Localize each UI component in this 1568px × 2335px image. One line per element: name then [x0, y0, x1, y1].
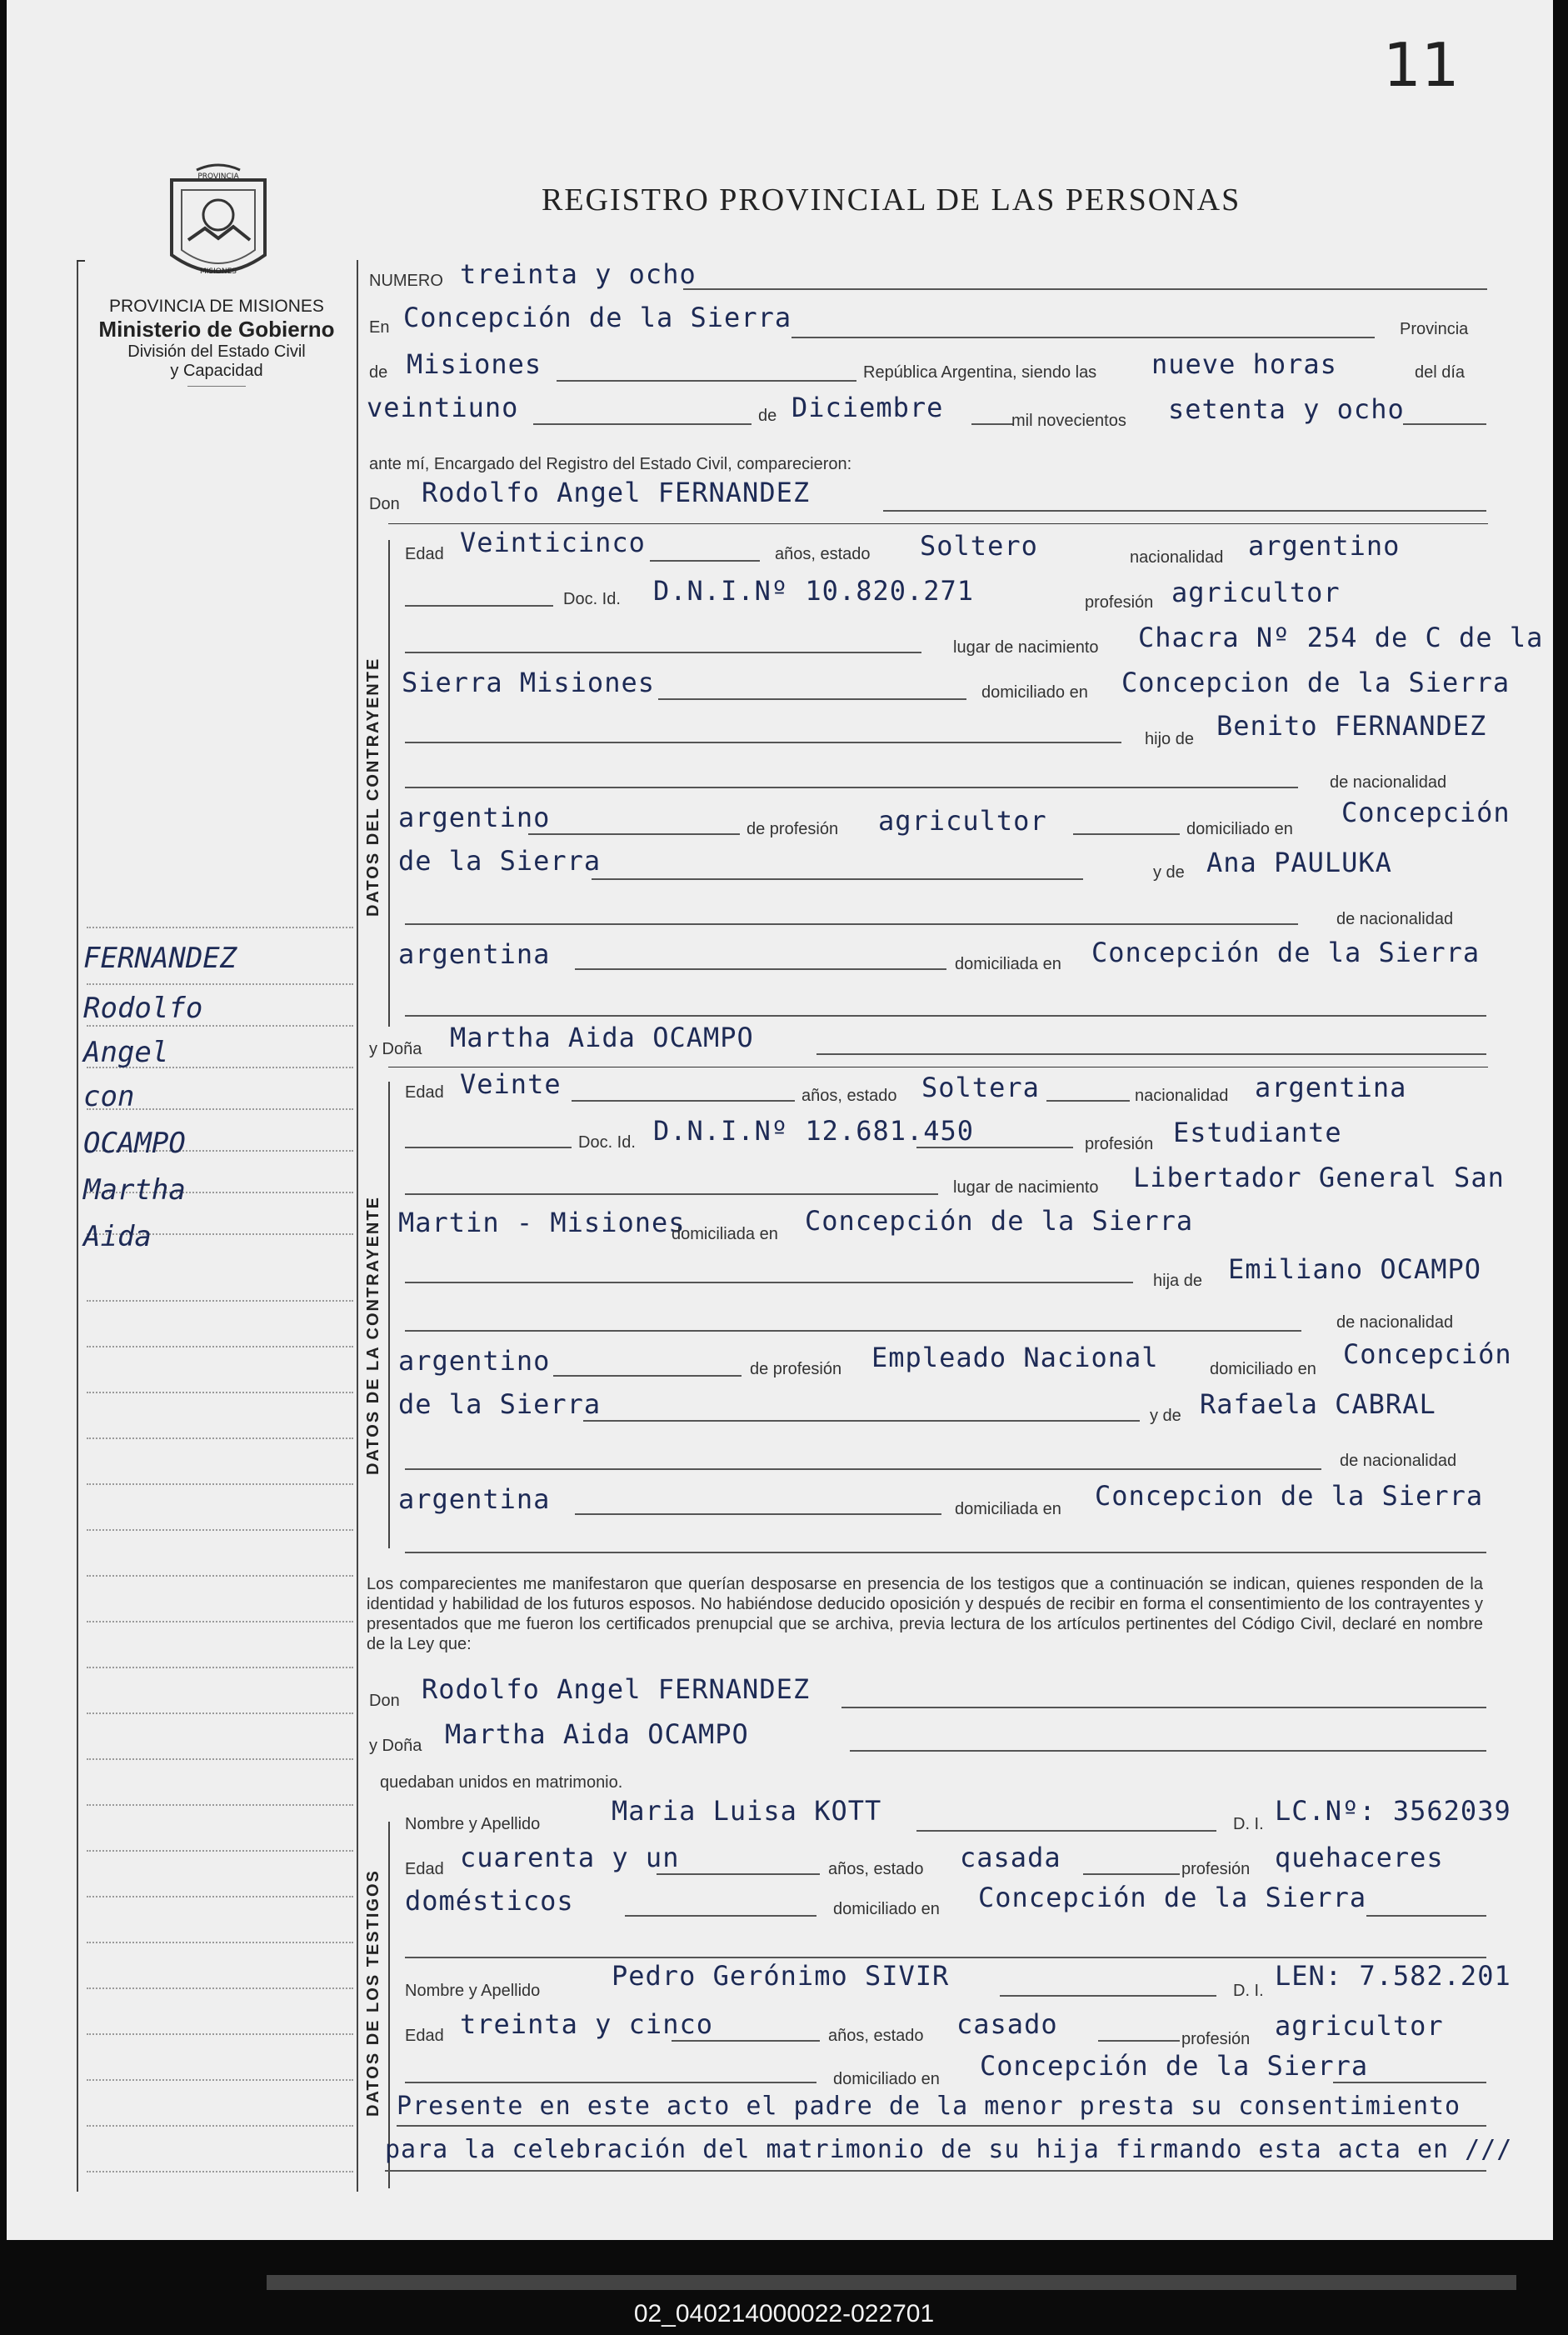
- anos-estado-label: años, estado: [828, 1860, 924, 1878]
- bride-profesion: Estudiante: [1173, 1117, 1342, 1148]
- division-line2: y Capacidad: [170, 362, 263, 380]
- fill-line: [533, 423, 752, 425]
- division-line1: División del Estado Civil: [127, 342, 306, 361]
- groom-father-dom-2: de la Sierra: [398, 845, 602, 877]
- fill-line: [405, 1147, 572, 1148]
- fill-line: [971, 423, 1013, 425]
- fill-line: [405, 605, 553, 607]
- en-value: Concepción de la Sierra: [403, 302, 792, 333]
- fill-line: [405, 1282, 1133, 1283]
- witness1-estado: casada: [960, 1842, 1061, 1873]
- edad-label: Edad: [405, 1083, 444, 1102]
- y-dona-label: y Doña: [369, 1737, 422, 1755]
- margin-rule: [87, 927, 353, 928]
- margin-note-line: Angel: [83, 1036, 169, 1069]
- margin-rule: [87, 1942, 353, 1943]
- republica-label: República Argentina, siendo las: [863, 363, 1097, 382]
- groom-profesion: agricultor: [1171, 577, 1341, 608]
- rule: [388, 1067, 1488, 1068]
- fill-line: [405, 1468, 1321, 1470]
- fill-line: [916, 1147, 1073, 1148]
- y-de-label: y de: [1153, 863, 1185, 882]
- margin-rule: [87, 1575, 353, 1577]
- de2-label: de: [758, 407, 777, 425]
- bride-section-border: [388, 1082, 390, 1548]
- hija-de-label: hija de: [1153, 1272, 1202, 1290]
- fill-line: [1333, 2082, 1486, 2083]
- bride-edad: Veinte: [460, 1068, 562, 1100]
- de-label: de: [369, 363, 388, 382]
- groom-mother-dom: Concepción de la Sierra: [1091, 937, 1481, 968]
- margin-rule: [87, 1346, 353, 1348]
- quedaban-unidos-text: quedaban unidos en matrimonio.: [380, 1773, 623, 1792]
- witness2-estado: casado: [956, 2008, 1058, 2040]
- doc-label: Doc. Id.: [578, 1133, 636, 1152]
- fill-line: [405, 2082, 816, 2083]
- union-don: Rodolfo Angel FERNANDEZ: [422, 1673, 811, 1705]
- groom-lugar-nac-1: Chacra Nº 254 de C de la: [1138, 622, 1544, 653]
- fill-line: [405, 1193, 938, 1195]
- lugar-nac-label: lugar de nacimiento: [953, 638, 1099, 657]
- seal-bottom-text: MISIONES: [199, 268, 237, 276]
- witness1-domicilio: Concepción de la Sierra: [978, 1882, 1367, 1913]
- mil-novecientos-label: mil novecientos: [1011, 412, 1126, 430]
- margin-rule: [87, 1988, 353, 1989]
- fill-line: [1046, 1100, 1130, 1102]
- bride-domicilio: Concepción de la Sierra: [805, 1205, 1194, 1237]
- margin-rule: [87, 1804, 353, 1806]
- di-label: D. I.: [1233, 1815, 1264, 1833]
- margin-note-line: Rodolfo: [83, 992, 203, 1025]
- note-line-2: para la celebración del matrimonio de su hija firmando esta acta en ///: [385, 2135, 1513, 2164]
- margin-rule: [87, 1300, 353, 1302]
- anos-estado-label: años, estado: [775, 545, 871, 563]
- numero-label: NUMERO: [369, 272, 443, 290]
- fill-line: [575, 968, 946, 970]
- witness1-profesion-2: domésticos: [405, 1885, 574, 1917]
- bride-father-dom-1: Concepción: [1343, 1338, 1512, 1370]
- bride-doc: D.N.I.Nº 12.681.450: [653, 1115, 975, 1147]
- groom-section-border: [388, 540, 390, 1027]
- fill-line: [405, 1330, 1301, 1332]
- province-seal-icon: [163, 163, 273, 288]
- y-de-label: y de: [1150, 1407, 1181, 1425]
- bride-lugar-nac-1: Libertador General San: [1133, 1162, 1505, 1193]
- fill-line: [405, 923, 1298, 925]
- groom-estado: Soltero: [920, 530, 1038, 562]
- fill-line: [816, 1053, 1486, 1055]
- margin-rule: [87, 1483, 353, 1485]
- fill-line: [405, 652, 921, 653]
- numero-value: treinta y ocho: [460, 258, 697, 290]
- margin-rule: [87, 1712, 353, 1714]
- nacionalidad-label: nacionalidad: [1130, 548, 1224, 567]
- bride-father-nac: argentino: [398, 1345, 551, 1377]
- margin-rule: [87, 1850, 353, 1852]
- witness2-edad: treinta y cinco: [460, 2008, 713, 2040]
- union-dona: Martha Aida OCAMPO: [445, 1718, 749, 1750]
- scan-edge: [267, 2275, 1516, 2290]
- profesion-label: profesión: [1085, 1135, 1154, 1153]
- margin-rule: [87, 2033, 353, 2035]
- fill-line: [405, 742, 1121, 743]
- groom-father-dom-1: Concepción: [1341, 797, 1511, 828]
- witness-section-border: [388, 1822, 390, 2188]
- fill-line: [405, 1957, 1486, 1958]
- seal-top-text: PROVINCIA: [197, 172, 239, 181]
- ante-mi-text: ante mí, Encargado del Registro del Estado Civil, comparecieron:: [369, 455, 852, 473]
- witness1-name: Maria Luisa KOTT: [612, 1795, 882, 1827]
- margin-note-line: Martha: [83, 1173, 186, 1207]
- profesion-label: profesión: [1181, 2030, 1251, 2048]
- don-label: Don: [369, 495, 400, 513]
- groom-father-prof: agricultor: [878, 805, 1047, 837]
- groom-father-nac: argentino: [398, 802, 551, 833]
- bride-lugar-nac-2: Martin - Misiones: [398, 1207, 686, 1238]
- note-line-1: Presente en este acto el padre de la menor presta su consentimiento: [397, 2092, 1461, 2121]
- bride-section-label: DATOS DE LA CONTRAYENTE: [364, 1196, 382, 1475]
- doc-label: Doc. Id.: [563, 590, 621, 608]
- rule: [388, 523, 1488, 524]
- declaration-paragraph: Los comparecientes me manifestaron que querían desposarse en presencia de los testigos que a continuación se indican, quienes responden de la identidad y habilidad de los futuros esposos. No habiéndose deducido oposición y después de recibir en forma el consentimiento de los contrayentes y presentados que me fueron los certificados prenupcial que se archiva, previa lectura de los artículos pertinentes del Código Civil, declaré en nombre de la Ley que:: [367, 1575, 1483, 1653]
- domiciliada-label: domiciliada en: [955, 1500, 1061, 1518]
- groom-lugar-nac-2: Sierra Misiones: [402, 667, 655, 698]
- witness1-profesion: quehaceres: [1275, 1842, 1444, 1873]
- fill-line: [592, 878, 1083, 880]
- anos-estado-label: años, estado: [801, 1087, 897, 1105]
- provincia-label: Provincia: [1400, 320, 1469, 338]
- margin-note-line: Aida: [83, 1220, 152, 1253]
- margin-rule: [87, 983, 353, 985]
- ministry-label: Ministerio de Gobierno: [98, 317, 335, 342]
- dia-value: veintiuno: [367, 392, 519, 423]
- margin-column-border: [357, 260, 358, 2192]
- fill-line: [883, 510, 1486, 512]
- fill-line: [841, 1707, 1486, 1708]
- don-label: Don: [369, 1692, 400, 1710]
- fill-line: [683, 288, 1487, 290]
- edad-label: Edad: [405, 545, 444, 563]
- bride-father-dom-2: de la Sierra: [398, 1388, 602, 1420]
- domiciliado-label: domiciliado en: [1186, 820, 1293, 838]
- fill-line: [850, 1750, 1486, 1752]
- bride-father-prof: Empleado Nacional: [871, 1342, 1159, 1373]
- nacionalidad-label: nacionalidad: [1135, 1087, 1229, 1105]
- margin-rule: [87, 1529, 353, 1531]
- domiciliado-label: domiciliado en: [833, 2070, 940, 2088]
- witness1-di: LC.Nº: 3562039: [1275, 1795, 1511, 1827]
- margin-note-line: OCAMPO: [83, 1127, 186, 1160]
- witness1-edad: cuarenta y un: [460, 1842, 680, 1873]
- fill-line: [397, 2125, 1486, 2127]
- witness2-di: LEN: 7.582.201: [1275, 1960, 1511, 1992]
- page-number: 11: [1383, 30, 1460, 100]
- groom-section-label: DATOS DEL CONTRAYENTE: [364, 657, 382, 917]
- fill-line: [658, 698, 966, 700]
- witness2-name: Pedro Gerónimo SIVIR: [612, 1960, 950, 1992]
- fill-line: [572, 1100, 795, 1102]
- witness-section-label: DATOS DE LOS TESTIGOS: [364, 1869, 382, 2117]
- de-nacionalidad-label: de nacionalidad: [1330, 773, 1447, 792]
- margin-rule: [87, 1392, 353, 1393]
- left-margin-border: [77, 260, 78, 2192]
- fill-line: [575, 1513, 941, 1515]
- domiciliada-label: domiciliada en: [672, 1225, 778, 1243]
- anos-estado-label: años, estado: [828, 2027, 924, 2045]
- de-nacionalidad-label: de nacionalidad: [1336, 910, 1454, 928]
- profesion-label: profesión: [1085, 593, 1154, 612]
- bride-mother-dom: Concepcion de la Sierra: [1095, 1480, 1484, 1512]
- fill-line: [583, 1420, 1140, 1422]
- fill-line: [557, 380, 856, 382]
- domiciliado-label: domiciliado en: [1210, 1360, 1316, 1378]
- fill-line: [405, 787, 1298, 788]
- fill-line: [1073, 833, 1180, 835]
- anio-value: setenta y ocho: [1168, 393, 1405, 425]
- groom-mother-nac: argentina: [398, 938, 551, 970]
- fill-line: [650, 560, 760, 562]
- fill-line: [625, 1915, 816, 1917]
- bride-father: Emiliano OCAMPO: [1228, 1253, 1481, 1285]
- fill-line: [791, 337, 1375, 338]
- margin-rule: [87, 2125, 353, 2127]
- fill-line: [1098, 2040, 1180, 2042]
- fill-line: [1083, 1873, 1180, 1875]
- y-dona-label: y Doña: [369, 1040, 422, 1058]
- bride-nacionalidad: argentina: [1255, 1072, 1407, 1103]
- nombre-apellido-label: Nombre y Apellido: [405, 1982, 541, 2000]
- groom-doc: D.N.I.Nº 10.820.271: [653, 575, 975, 607]
- margin-rule: [87, 1758, 353, 1760]
- witness2-profesion: agricultor: [1275, 2010, 1444, 2042]
- header-top-rule: [77, 260, 85, 262]
- fill-line: [405, 1015, 1486, 1017]
- fill-line: [657, 1873, 820, 1875]
- margin-note-line: FERNANDEZ: [83, 942, 237, 975]
- groom-mother: Ana PAULUKA: [1206, 847, 1392, 878]
- edad-label: Edad: [405, 1860, 444, 1878]
- domiciliado-label: domiciliado en: [833, 1900, 940, 1918]
- bride-name: Martha Aida OCAMPO: [450, 1022, 754, 1053]
- en-label: En: [369, 318, 390, 337]
- margin-rule: [87, 2079, 353, 2081]
- lugar-nac-label: lugar de nacimiento: [953, 1178, 1099, 1197]
- fill-line: [528, 833, 740, 835]
- issuer-block: [79, 297, 354, 387]
- horas-value: nueve horas: [1151, 348, 1337, 380]
- margin-rule: [87, 1896, 353, 1898]
- fill-line: [1000, 1995, 1216, 1997]
- fill-line: [405, 1552, 1486, 1553]
- fill-line: [385, 2170, 1486, 2172]
- fill-line: [1403, 423, 1486, 425]
- bride-mother: Rafaela CABRAL: [1200, 1388, 1436, 1420]
- margin-rule: [87, 1438, 353, 1439]
- groom-father: Benito FERNANDEZ: [1216, 710, 1487, 742]
- page-title: REGISTRO PROVINCIAL DE LAS PERSONAS: [542, 182, 1241, 218]
- del-dia-label: del día: [1415, 363, 1466, 382]
- fill-line: [553, 1375, 742, 1377]
- profesion-label: profesión: [1181, 1860, 1251, 1878]
- margin-rule: [87, 2171, 353, 2172]
- province-label: PROVINCIA DE MISIONES: [109, 297, 324, 316]
- groom-domicilio: Concepcion de la Sierra: [1121, 667, 1511, 698]
- margin-note-line: con: [83, 1080, 135, 1113]
- de-nacionalidad-label: de nacionalidad: [1336, 1313, 1454, 1332]
- groom-name: Rodolfo Angel FERNANDEZ: [422, 477, 811, 508]
- image-caption: 02_040214000022-022701: [633, 2300, 935, 2328]
- fill-line: [916, 1830, 1216, 1832]
- hijo-de-label: hijo de: [1145, 730, 1194, 748]
- margin-rule: [87, 1025, 353, 1027]
- domiciliado-label: domiciliado en: [981, 683, 1088, 702]
- fill-line: [672, 2040, 820, 2042]
- de-profesion-label: de profesión: [750, 1360, 842, 1378]
- edad-label: Edad: [405, 2027, 444, 2045]
- margin-rule: [87, 1621, 353, 1622]
- de-value: Misiones: [407, 348, 542, 380]
- de-nacionalidad-label: de nacionalidad: [1340, 1452, 1457, 1470]
- bride-mother-nac: argentina: [398, 1483, 551, 1515]
- nombre-apellido-label: Nombre y Apellido: [405, 1815, 541, 1833]
- groom-edad: Veinticinco: [460, 527, 646, 558]
- witness2-domicilio: Concepción de la Sierra: [980, 2050, 1369, 2082]
- domiciliada-label: domiciliada en: [955, 955, 1061, 973]
- mes-value: Diciembre: [791, 392, 944, 423]
- di-label: D. I.: [1233, 1982, 1264, 2000]
- fill-line: [1366, 1915, 1486, 1917]
- bride-estado: Soltera: [921, 1072, 1040, 1103]
- de-profesion-label: de profesión: [747, 820, 839, 838]
- margin-rule: [87, 1667, 353, 1668]
- divider: [187, 386, 246, 387]
- groom-nacionalidad: argentino: [1248, 530, 1401, 562]
